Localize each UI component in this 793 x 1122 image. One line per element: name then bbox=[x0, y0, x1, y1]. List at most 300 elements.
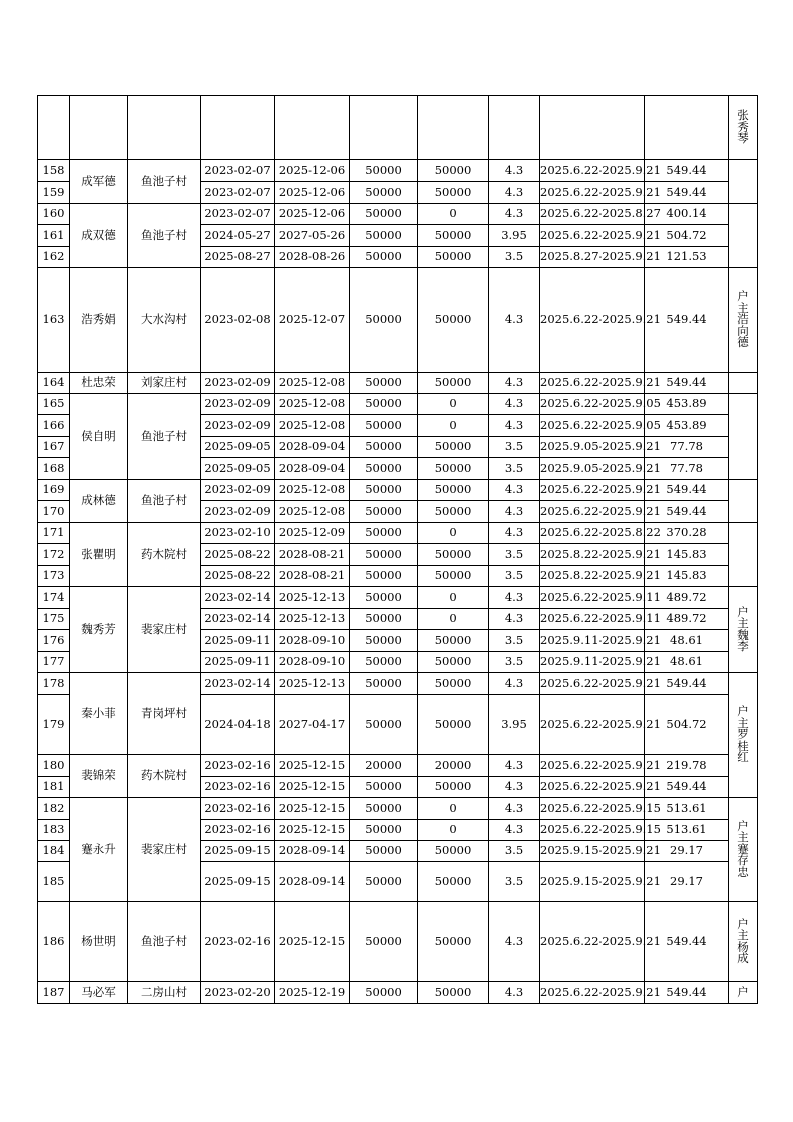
cell-interest: 489.72 bbox=[645, 587, 729, 609]
cell-end: 2028-09-14 bbox=[275, 841, 350, 862]
cell-name: 蹇永升 bbox=[70, 798, 128, 902]
cell-loan: 50000 bbox=[350, 415, 418, 437]
cell-period: 2025.6.22-2025.9.21 bbox=[540, 501, 645, 523]
cell-balance: 20000 bbox=[418, 755, 489, 777]
cell-interest: 549.44 bbox=[645, 673, 729, 695]
cell-loan: 50000 bbox=[350, 587, 418, 609]
cell-period: 2025.6.22-2025.9.21 bbox=[540, 373, 645, 394]
cell-interest: 453.89 bbox=[645, 394, 729, 415]
cell-rate: 3.5 bbox=[489, 841, 540, 862]
cell-end: 2025-12-06 bbox=[275, 160, 350, 182]
cell-start: 2023-02-07 bbox=[201, 182, 275, 204]
cell-loan bbox=[350, 96, 418, 160]
cell-start: 2025-09-15 bbox=[201, 862, 275, 902]
cell-start: 2025-09-15 bbox=[201, 841, 275, 862]
cell-interest: 513.61 bbox=[645, 798, 729, 820]
cell-idx: 180 bbox=[38, 755, 70, 777]
cell-start: 2025-09-05 bbox=[201, 437, 275, 458]
cell-start: 2023-02-09 bbox=[201, 394, 275, 415]
cell-period: 2025.9.15-2025.9.21 bbox=[540, 862, 645, 902]
cell-loan: 50000 bbox=[350, 777, 418, 798]
cell-note bbox=[729, 480, 758, 523]
cell-end: 2028-09-10 bbox=[275, 630, 350, 652]
cell-rate: 3.95 bbox=[489, 225, 540, 247]
cell-end: 2025-12-06 bbox=[275, 182, 350, 204]
cell-end: 2028-09-14 bbox=[275, 862, 350, 902]
cell-rate: 3.5 bbox=[489, 458, 540, 480]
cell-loan: 50000 bbox=[350, 820, 418, 841]
cell-balance: 50000 bbox=[418, 437, 489, 458]
cell-balance bbox=[418, 96, 489, 160]
cell-rate: 4.3 bbox=[489, 415, 540, 437]
cell-village: 鱼池子村 bbox=[128, 480, 201, 523]
cell-start: 2023-02-10 bbox=[201, 523, 275, 544]
cell-rate bbox=[489, 96, 540, 160]
cell-start bbox=[201, 96, 275, 160]
table-row bbox=[38, 798, 758, 820]
cell-balance: 50000 bbox=[418, 630, 489, 652]
cell-period: 2025.6.22-2025.9.21 bbox=[540, 480, 645, 501]
cell-name: 侯自明 bbox=[70, 394, 128, 480]
cell-idx: 158 bbox=[38, 160, 70, 182]
cell-start: 2025-08-22 bbox=[201, 566, 275, 587]
cell-village: 药木院村 bbox=[128, 523, 201, 587]
cell-loan: 50000 bbox=[350, 630, 418, 652]
cell-loan: 50000 bbox=[350, 982, 418, 1004]
cell-interest: 29.17 bbox=[645, 862, 729, 902]
cell-balance: 50000 bbox=[418, 544, 489, 566]
cell-end: 2025-12-13 bbox=[275, 609, 350, 630]
cell-idx: 161 bbox=[38, 225, 70, 247]
cell-note bbox=[729, 204, 758, 268]
cell-period: 2025.9.15-2025.9.21 bbox=[540, 841, 645, 862]
cell-end: 2025-12-08 bbox=[275, 501, 350, 523]
cell-end: 2025-12-13 bbox=[275, 587, 350, 609]
cell-idx: 165 bbox=[38, 394, 70, 415]
table-row bbox=[38, 204, 758, 225]
cell-period bbox=[540, 96, 645, 160]
cell-idx: 159 bbox=[38, 182, 70, 204]
cell-period: 2025.9.11-2025.9.21 bbox=[540, 630, 645, 652]
cell-start: 2025-09-05 bbox=[201, 458, 275, 480]
cell-note bbox=[729, 160, 758, 204]
cell-start: 2023-02-20 bbox=[201, 982, 275, 1004]
cell-note: 张 秀 琴 bbox=[729, 96, 758, 160]
cell-start: 2023-02-09 bbox=[201, 373, 275, 394]
cell-period: 2025.6.22-2025.9.11 bbox=[540, 609, 645, 630]
cell-rate: 4.3 bbox=[489, 609, 540, 630]
cell-period: 2025.6.22-2025.8.27 bbox=[540, 204, 645, 225]
cell-balance: 50000 bbox=[418, 373, 489, 394]
cell-balance: 50000 bbox=[418, 862, 489, 902]
cell-end: 2025-12-15 bbox=[275, 902, 350, 982]
cell-village: 药木院村 bbox=[128, 755, 201, 798]
cell-interest: 549.44 bbox=[645, 160, 729, 182]
cell-period: 2025.6.22-2025.9.15 bbox=[540, 820, 645, 841]
cell-loan: 50000 bbox=[350, 373, 418, 394]
cell-rate: 4.3 bbox=[489, 160, 540, 182]
cell-start: 2023-02-07 bbox=[201, 204, 275, 225]
cell-interest: 549.44 bbox=[645, 373, 729, 394]
cell-start: 2023-02-09 bbox=[201, 415, 275, 437]
cell-interest: 549.44 bbox=[645, 777, 729, 798]
table-row bbox=[38, 523, 758, 544]
table-row bbox=[38, 673, 758, 695]
cell-loan: 50000 bbox=[350, 902, 418, 982]
cell-period: 2025.9.05-2025.9.21 bbox=[540, 458, 645, 480]
cell-start: 2024-04-18 bbox=[201, 695, 275, 755]
table-row bbox=[38, 902, 758, 982]
cell-period: 2025.6.22-2025.9.21 bbox=[540, 673, 645, 695]
cell-name: 马必军 bbox=[70, 982, 128, 1004]
cell-start: 2024-05-27 bbox=[201, 225, 275, 247]
cell-interest: 121.53 bbox=[645, 247, 729, 268]
cell-interest: 77.78 bbox=[645, 458, 729, 480]
cell-note bbox=[729, 394, 758, 480]
cell-idx: 186 bbox=[38, 902, 70, 982]
cell-end: 2027-05-26 bbox=[275, 225, 350, 247]
cell-end: 2028-08-21 bbox=[275, 544, 350, 566]
cell-interest: 549.44 bbox=[645, 501, 729, 523]
cell-balance: 50000 bbox=[418, 695, 489, 755]
cell-rate: 4.3 bbox=[489, 902, 540, 982]
cell-village: 青岗坪村 bbox=[128, 673, 201, 755]
cell-balance: 50000 bbox=[418, 160, 489, 182]
cell-village: 鱼池子村 bbox=[128, 394, 201, 480]
cell-idx: 183 bbox=[38, 820, 70, 841]
cell-balance: 50000 bbox=[418, 777, 489, 798]
cell-rate: 4.3 bbox=[489, 182, 540, 204]
table-row bbox=[38, 96, 758, 160]
cell-period: 2025.6.22-2025.9.11 bbox=[540, 587, 645, 609]
cell-name: 成林德 bbox=[70, 480, 128, 523]
cell-balance: 0 bbox=[418, 609, 489, 630]
table-row bbox=[38, 394, 758, 415]
cell-end: 2025-12-15 bbox=[275, 777, 350, 798]
cell-rate: 4.3 bbox=[489, 587, 540, 609]
cell-idx: 185 bbox=[38, 862, 70, 902]
cell-loan: 50000 bbox=[350, 501, 418, 523]
cell-balance: 50000 bbox=[418, 501, 489, 523]
cell-note: 户 主 魏 李 bbox=[729, 587, 758, 673]
table-row bbox=[38, 587, 758, 609]
cell-period: 2025.8.22-2025.9.21 bbox=[540, 566, 645, 587]
cell-note: 户 主 罗 桂 红 bbox=[729, 673, 758, 798]
cell-village: 鱼池子村 bbox=[128, 204, 201, 268]
cell-balance: 50000 bbox=[418, 268, 489, 373]
cell-loan: 50000 bbox=[350, 182, 418, 204]
cell-loan: 50000 bbox=[350, 437, 418, 458]
cell-rate: 3.5 bbox=[489, 566, 540, 587]
cell-period: 2025.6.22-2025.9.21 bbox=[540, 982, 645, 1004]
cell-end: 2025-12-15 bbox=[275, 798, 350, 820]
cell-idx: 177 bbox=[38, 652, 70, 673]
cell-village: 二房山村 bbox=[128, 982, 201, 1004]
cell-idx: 181 bbox=[38, 777, 70, 798]
table-row bbox=[38, 982, 758, 1004]
cell-balance: 50000 bbox=[418, 652, 489, 673]
cell-rate: 4.3 bbox=[489, 501, 540, 523]
cell-period: 2025.6.22-2025.9.05 bbox=[540, 415, 645, 437]
cell-balance: 50000 bbox=[418, 566, 489, 587]
cell-period: 2025.6.22-2025.9.21 bbox=[540, 268, 645, 373]
cell-balance: 0 bbox=[418, 820, 489, 841]
cell-loan: 50000 bbox=[350, 609, 418, 630]
cell-loan: 50000 bbox=[350, 673, 418, 695]
cell-period: 2025.6.22-2025.9.15 bbox=[540, 798, 645, 820]
cell-village: 裴家庄村 bbox=[128, 798, 201, 902]
cell-start: 2025-08-27 bbox=[201, 247, 275, 268]
cell-period: 2025.6.22-2025.9.21 bbox=[540, 160, 645, 182]
cell-start: 2023-02-07 bbox=[201, 160, 275, 182]
cell-interest: 48.61 bbox=[645, 652, 729, 673]
cell-start: 2023-02-16 bbox=[201, 798, 275, 820]
cell-balance: 50000 bbox=[418, 480, 489, 501]
cell-name bbox=[70, 96, 128, 160]
cell-name: 杜忠荣 bbox=[70, 373, 128, 394]
cell-end: 2025-12-19 bbox=[275, 982, 350, 1004]
cell-balance: 50000 bbox=[418, 902, 489, 982]
cell-start: 2023-02-14 bbox=[201, 587, 275, 609]
cell-rate: 4.3 bbox=[489, 673, 540, 695]
cell-rate: 4.3 bbox=[489, 373, 540, 394]
cell-balance: 0 bbox=[418, 523, 489, 544]
cell-start: 2023-02-16 bbox=[201, 777, 275, 798]
cell-idx: 175 bbox=[38, 609, 70, 630]
cell-end: 2028-08-21 bbox=[275, 566, 350, 587]
cell-end: 2025-12-07 bbox=[275, 268, 350, 373]
cell-start: 2023-02-14 bbox=[201, 609, 275, 630]
cell-interest: 29.17 bbox=[645, 841, 729, 862]
cell-name: 成军德 bbox=[70, 160, 128, 204]
cell-end: 2028-09-04 bbox=[275, 437, 350, 458]
cell-name: 成双德 bbox=[70, 204, 128, 268]
cell-period: 2025.6.22-2025.9.21 bbox=[540, 755, 645, 777]
cell-idx: 170 bbox=[38, 501, 70, 523]
cell-rate: 3.5 bbox=[489, 862, 540, 902]
table-row bbox=[38, 755, 758, 777]
cell-village: 刘家庄村 bbox=[128, 373, 201, 394]
cell-period: 2025.8.27-2025.9.21 bbox=[540, 247, 645, 268]
cell-loan: 50000 bbox=[350, 480, 418, 501]
cell-loan: 50000 bbox=[350, 798, 418, 820]
table-row bbox=[38, 373, 758, 394]
cell-balance: 50000 bbox=[418, 673, 489, 695]
cell-loan: 50000 bbox=[350, 458, 418, 480]
cell-balance: 50000 bbox=[418, 182, 489, 204]
cell-idx: 173 bbox=[38, 566, 70, 587]
cell-loan: 50000 bbox=[350, 544, 418, 566]
cell-village: 鱼池子村 bbox=[128, 902, 201, 982]
cell-note: 户 主 蹇 存 忠 bbox=[729, 798, 758, 902]
cell-interest: 370.28 bbox=[645, 523, 729, 544]
cell-idx bbox=[38, 96, 70, 160]
cell-interest: 549.44 bbox=[645, 982, 729, 1004]
cell-rate: 3.5 bbox=[489, 630, 540, 652]
table-row bbox=[38, 480, 758, 501]
cell-idx: 169 bbox=[38, 480, 70, 501]
cell-interest: 549.44 bbox=[645, 268, 729, 373]
cell-note bbox=[729, 523, 758, 587]
cell-name: 浩秀娟 bbox=[70, 268, 128, 373]
cell-end: 2025-12-08 bbox=[275, 415, 350, 437]
cell-idx: 172 bbox=[38, 544, 70, 566]
cell-rate: 4.3 bbox=[489, 523, 540, 544]
cell-period: 2025.6.22-2025.9.21 bbox=[540, 902, 645, 982]
cell-end: 2025-12-06 bbox=[275, 204, 350, 225]
cell-period: 2025.6.22-2025.9.05 bbox=[540, 394, 645, 415]
cell-start: 2025-09-11 bbox=[201, 630, 275, 652]
cell-idx: 179 bbox=[38, 695, 70, 755]
cell-start: 2023-02-09 bbox=[201, 480, 275, 501]
cell-end: 2025-12-09 bbox=[275, 523, 350, 544]
cell-period: 2025.8.22-2025.9.21 bbox=[540, 544, 645, 566]
cell-end: 2028-09-10 bbox=[275, 652, 350, 673]
cell-start: 2023-02-16 bbox=[201, 902, 275, 982]
cell-village: 大水沟村 bbox=[128, 268, 201, 373]
cell-interest: 489.72 bbox=[645, 609, 729, 630]
cell-balance: 50000 bbox=[418, 458, 489, 480]
cell-interest: 549.44 bbox=[645, 902, 729, 982]
cell-note: 户 bbox=[729, 982, 758, 1004]
cell-name: 秦小菲 bbox=[70, 673, 128, 755]
cell-balance: 0 bbox=[418, 587, 489, 609]
cell-period: 2025.6.22-2025.8.22 bbox=[540, 523, 645, 544]
cell-end: 2025-12-08 bbox=[275, 373, 350, 394]
cell-rate: 4.3 bbox=[489, 755, 540, 777]
cell-idx: 167 bbox=[38, 437, 70, 458]
cell-rate: 4.3 bbox=[489, 982, 540, 1004]
cell-end bbox=[275, 96, 350, 160]
cell-loan: 50000 bbox=[350, 204, 418, 225]
cell-loan: 50000 bbox=[350, 652, 418, 673]
cell-idx: 163 bbox=[38, 268, 70, 373]
cell-start: 2025-08-22 bbox=[201, 544, 275, 566]
cell-note bbox=[729, 373, 758, 394]
cell-village bbox=[128, 96, 201, 160]
cell-end: 2025-12-13 bbox=[275, 673, 350, 695]
cell-loan: 50000 bbox=[350, 695, 418, 755]
cell-interest: 513.61 bbox=[645, 820, 729, 841]
cell-loan: 50000 bbox=[350, 225, 418, 247]
cell-loan: 50000 bbox=[350, 268, 418, 373]
cell-period: 2025.6.22-2025.9.21 bbox=[540, 695, 645, 755]
cell-interest: 145.83 bbox=[645, 544, 729, 566]
cell-idx: 184 bbox=[38, 841, 70, 862]
cell-rate: 4.3 bbox=[489, 820, 540, 841]
cell-interest: 549.44 bbox=[645, 480, 729, 501]
cell-balance: 50000 bbox=[418, 982, 489, 1004]
cell-start: 2025-09-11 bbox=[201, 652, 275, 673]
cell-end: 2027-04-17 bbox=[275, 695, 350, 755]
cell-loan: 50000 bbox=[350, 523, 418, 544]
cell-note: 户 主 浩 向 德 bbox=[729, 268, 758, 373]
cell-interest: 48.61 bbox=[645, 630, 729, 652]
cell-period: 2025.6.22-2025.9.21 bbox=[540, 225, 645, 247]
cell-idx: 174 bbox=[38, 587, 70, 609]
cell-balance: 50000 bbox=[418, 225, 489, 247]
cell-name: 张瞿明 bbox=[70, 523, 128, 587]
cell-idx: 182 bbox=[38, 798, 70, 820]
cell-interest: 145.83 bbox=[645, 566, 729, 587]
cell-name: 魏秀芳 bbox=[70, 587, 128, 673]
cell-end: 2028-09-04 bbox=[275, 458, 350, 480]
cell-interest: 77.78 bbox=[645, 437, 729, 458]
cell-balance: 0 bbox=[418, 394, 489, 415]
cell-start: 2023-02-14 bbox=[201, 673, 275, 695]
cell-end: 2025-12-08 bbox=[275, 394, 350, 415]
cell-end: 2028-08-26 bbox=[275, 247, 350, 268]
cell-end: 2025-12-15 bbox=[275, 755, 350, 777]
cell-interest: 549.44 bbox=[645, 182, 729, 204]
cell-idx: 166 bbox=[38, 415, 70, 437]
cell-start: 2023-02-16 bbox=[201, 755, 275, 777]
cell-interest bbox=[645, 96, 729, 160]
cell-start: 2023-02-16 bbox=[201, 820, 275, 841]
cell-period: 2025.9.11-2025.9.21 bbox=[540, 652, 645, 673]
cell-end: 2025-12-15 bbox=[275, 820, 350, 841]
cell-interest: 453.89 bbox=[645, 415, 729, 437]
cell-rate: 3.5 bbox=[489, 247, 540, 268]
cell-village: 裴家庄村 bbox=[128, 587, 201, 673]
cell-loan: 50000 bbox=[350, 247, 418, 268]
cell-balance: 0 bbox=[418, 798, 489, 820]
cell-rate: 4.3 bbox=[489, 777, 540, 798]
cell-idx: 171 bbox=[38, 523, 70, 544]
cell-start: 2023-02-09 bbox=[201, 501, 275, 523]
cell-loan: 50000 bbox=[350, 160, 418, 182]
cell-balance: 50000 bbox=[418, 247, 489, 268]
cell-period: 2025.6.22-2025.9.21 bbox=[540, 182, 645, 204]
cell-name: 杨世明 bbox=[70, 902, 128, 982]
cell-rate: 4.3 bbox=[489, 480, 540, 501]
cell-balance: 50000 bbox=[418, 841, 489, 862]
cell-rate: 4.3 bbox=[489, 268, 540, 373]
cell-rate: 3.5 bbox=[489, 544, 540, 566]
cell-interest: 219.78 bbox=[645, 755, 729, 777]
cell-name: 裴锦荣 bbox=[70, 755, 128, 798]
cell-village: 鱼池子村 bbox=[128, 160, 201, 204]
cell-rate: 3.5 bbox=[489, 437, 540, 458]
cell-idx: 160 bbox=[38, 204, 70, 225]
cell-interest: 504.72 bbox=[645, 695, 729, 755]
cell-loan: 20000 bbox=[350, 755, 418, 777]
cell-end: 2025-12-08 bbox=[275, 480, 350, 501]
cell-start: 2023-02-08 bbox=[201, 268, 275, 373]
cell-idx: 187 bbox=[38, 982, 70, 1004]
cell-interest: 400.14 bbox=[645, 204, 729, 225]
cell-rate: 4.3 bbox=[489, 204, 540, 225]
loan-ledger-table bbox=[37, 95, 758, 1004]
cell-idx: 176 bbox=[38, 630, 70, 652]
cell-idx: 168 bbox=[38, 458, 70, 480]
cell-balance: 0 bbox=[418, 204, 489, 225]
table-row bbox=[38, 268, 758, 373]
cell-rate: 3.5 bbox=[489, 652, 540, 673]
cell-idx: 164 bbox=[38, 373, 70, 394]
cell-loan: 50000 bbox=[350, 862, 418, 902]
cell-idx: 162 bbox=[38, 247, 70, 268]
cell-rate: 3.95 bbox=[489, 695, 540, 755]
cell-loan: 50000 bbox=[350, 841, 418, 862]
cell-period: 2025.9.05-2025.9.21 bbox=[540, 437, 645, 458]
cell-loan: 50000 bbox=[350, 394, 418, 415]
cell-idx: 178 bbox=[38, 673, 70, 695]
table-row bbox=[38, 160, 758, 182]
cell-interest: 504.72 bbox=[645, 225, 729, 247]
cell-balance: 0 bbox=[418, 415, 489, 437]
cell-rate: 4.3 bbox=[489, 798, 540, 820]
